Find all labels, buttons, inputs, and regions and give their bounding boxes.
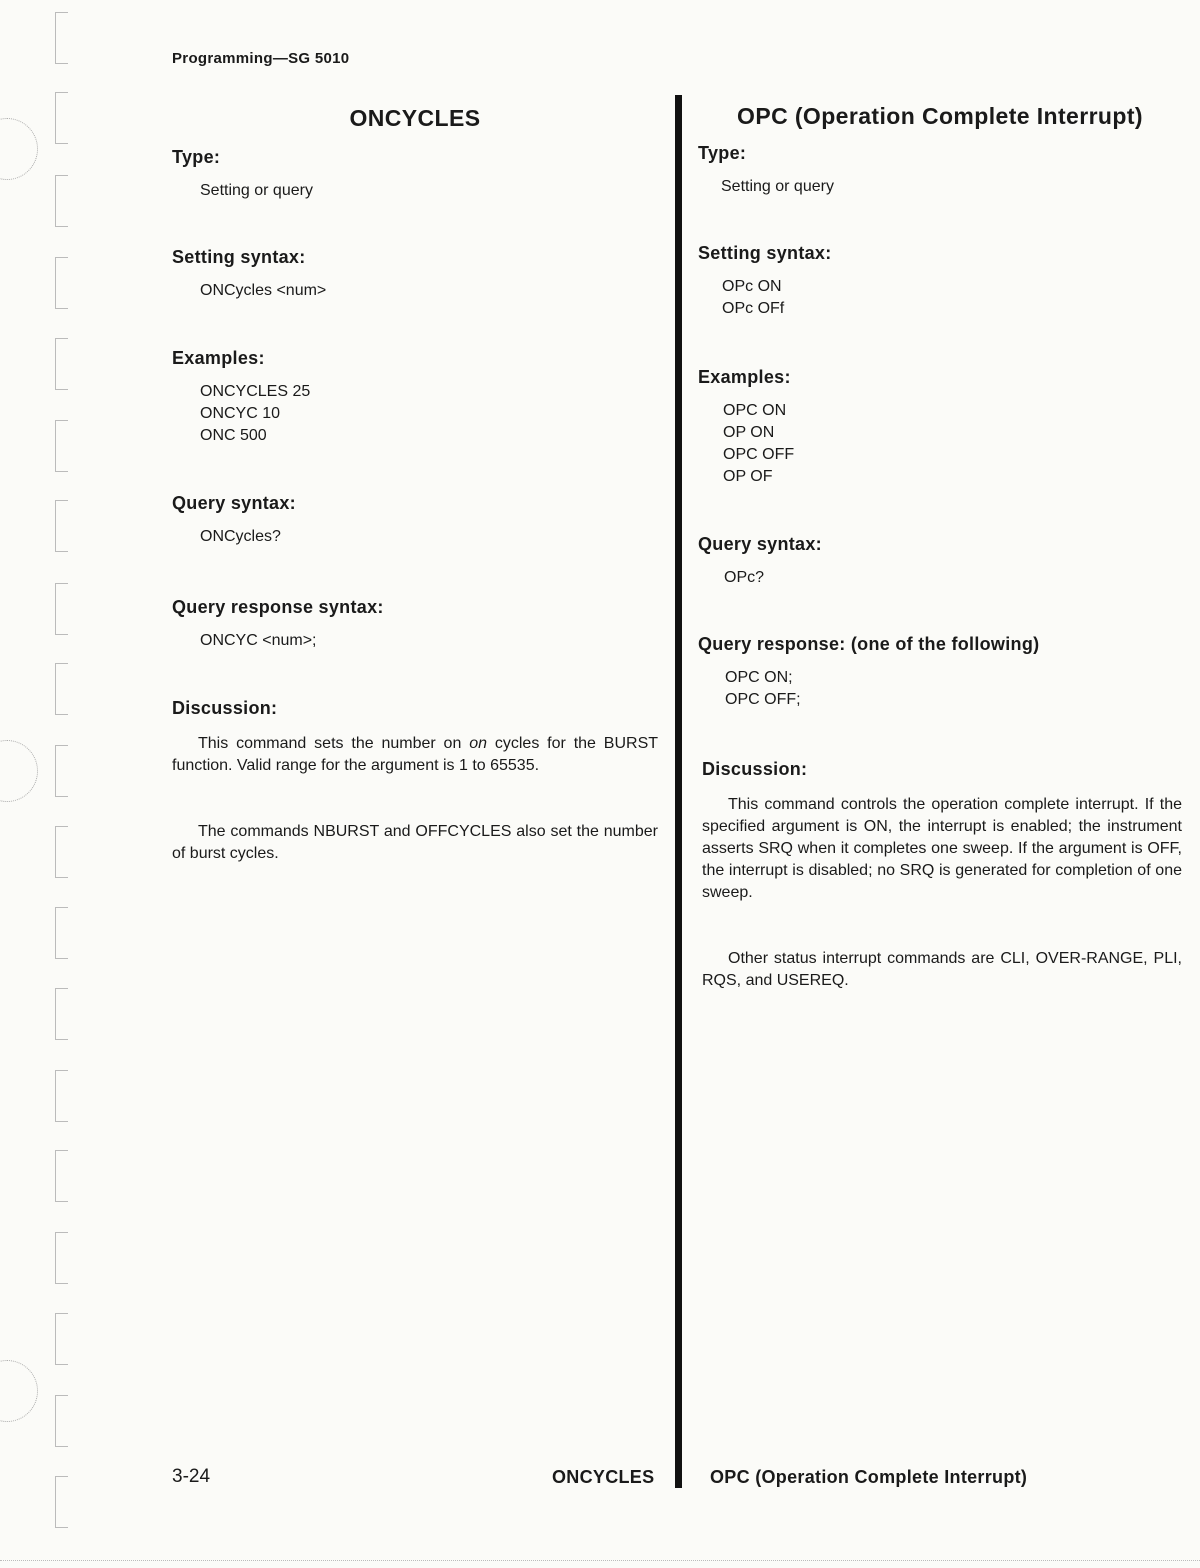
examples-list — [698, 400, 1182, 488]
binder-margin — [0, 0, 70, 1568]
syntax-line: OPc ON — [722, 278, 782, 295]
example-line: OP ON — [723, 424, 775, 441]
type-heading: Type: — [698, 143, 747, 163]
setting-syntax-heading: Setting syntax: — [698, 243, 832, 263]
query-syntax-lines — [698, 567, 1182, 589]
footer-left-label: ONCYCLES — [552, 1467, 655, 1487]
binder-tab — [55, 907, 68, 959]
syntax-line: OPc OFf — [722, 300, 785, 317]
examples-heading: Examples: — [698, 367, 791, 387]
example-line: ONCYC 10 — [200, 405, 281, 422]
discussion-paragraph: This command controls the operation complete interrupt. If the specified argument is ON, the interrupt is enabled; the instrument asserts SRQ when it completes one sweep. If the argument is OFF, the interrupt is disabled; no SRQ is generated for completion of one sweep. — [702, 796, 1182, 901]
type-heading: Type: — [172, 147, 221, 167]
setting-syntax-block — [172, 247, 658, 302]
column-divider — [675, 95, 682, 1488]
response-line: OPC ON; — [725, 669, 793, 686]
binder-tab — [55, 1070, 68, 1122]
query-syntax-lines — [172, 526, 658, 548]
discussion-heading: Discussion: — [702, 759, 808, 779]
examples-heading: Examples: — [172, 348, 265, 368]
setting-syntax-lines — [698, 276, 1182, 320]
binder-tab — [55, 92, 68, 144]
punch-hole — [0, 740, 38, 802]
discussion-block — [172, 698, 658, 865]
punch-hole — [0, 118, 38, 180]
example-line: OPC OFF — [723, 446, 795, 463]
query-response-block — [172, 597, 658, 652]
section-title: OPC (Operation Complete Interrupt) — [737, 103, 1143, 129]
binder-tab — [55, 663, 68, 715]
example-line: ONC 500 — [200, 427, 267, 444]
examples-block — [172, 348, 658, 447]
binder-tab — [55, 500, 68, 552]
binder-tab — [55, 988, 68, 1040]
binder-tab — [55, 1232, 68, 1284]
binder-tab — [55, 826, 68, 878]
response-line: ONCYC <num>; — [200, 632, 317, 649]
examples-list — [172, 381, 658, 447]
discussion-paragraph: The commands NBURST and OFFCYCLES also set the number of burst cycles. — [172, 823, 658, 862]
binder-tab — [55, 1395, 68, 1447]
binder-tab — [55, 583, 68, 635]
discussion-paragraph: This command sets the number on on cycles for the BURST function. Valid range for the argument is 1 to 65535. — [172, 735, 659, 774]
type-block — [172, 147, 658, 202]
query-response-heading: Query response syntax: — [172, 597, 384, 617]
query-response-block — [698, 634, 1182, 711]
query-syntax-heading: Query syntax: — [698, 534, 822, 554]
query-response-heading: Query response: (one of the following) — [698, 634, 1040, 654]
example-line: OP OF — [723, 468, 773, 485]
discussion-paragraph: Other status interrupt commands are CLI, OVER-RANGE, PLI, RQS, and USEREQ. — [702, 950, 1182, 989]
oncycles-section — [172, 95, 659, 862]
footer-right-label: OPC (Operation Complete Interrupt) — [710, 1467, 1028, 1487]
setting-syntax-lines — [172, 280, 658, 302]
binder-tab — [55, 338, 68, 390]
type-value: Setting or query — [721, 178, 834, 195]
examples-block — [698, 367, 1182, 488]
response-line: OPC OFF; — [725, 691, 801, 708]
page-number: 3-24 — [172, 1466, 211, 1487]
page-bottom-edge — [0, 1560, 1200, 1562]
query-syntax-block — [698, 534, 1182, 589]
binder-tab — [55, 1313, 68, 1365]
opc-section — [698, 95, 1182, 989]
setting-syntax-block — [698, 243, 1182, 320]
example-line: OPC ON — [723, 402, 787, 419]
syntax-line: OPc? — [724, 569, 765, 586]
binder-tab — [55, 175, 68, 227]
type-value: Setting or query — [200, 182, 313, 199]
binder-tab — [55, 257, 68, 309]
syntax-line: ONCycles <num> — [200, 282, 327, 299]
page-header: Programming—SG 5010 — [172, 50, 350, 67]
binder-tab — [55, 12, 68, 64]
type-block — [698, 143, 1182, 198]
binder-tab — [55, 1476, 68, 1528]
section-title: ONCYCLES — [349, 105, 481, 131]
example-line: ONCYCLES 25 — [200, 383, 311, 400]
discussion-heading: Discussion: — [172, 698, 278, 718]
binder-tab — [55, 1150, 68, 1202]
setting-syntax-heading: Setting syntax: — [172, 247, 306, 267]
query-response-lines — [172, 630, 658, 652]
binder-tab — [55, 420, 68, 472]
query-syntax-block — [172, 493, 658, 548]
binder-tab — [55, 745, 68, 797]
query-syntax-heading: Query syntax: — [172, 493, 296, 513]
discussion-block — [702, 759, 1182, 992]
punch-hole — [0, 1360, 38, 1422]
syntax-line: ONCycles? — [200, 528, 281, 545]
query-response-lines — [698, 667, 1182, 711]
